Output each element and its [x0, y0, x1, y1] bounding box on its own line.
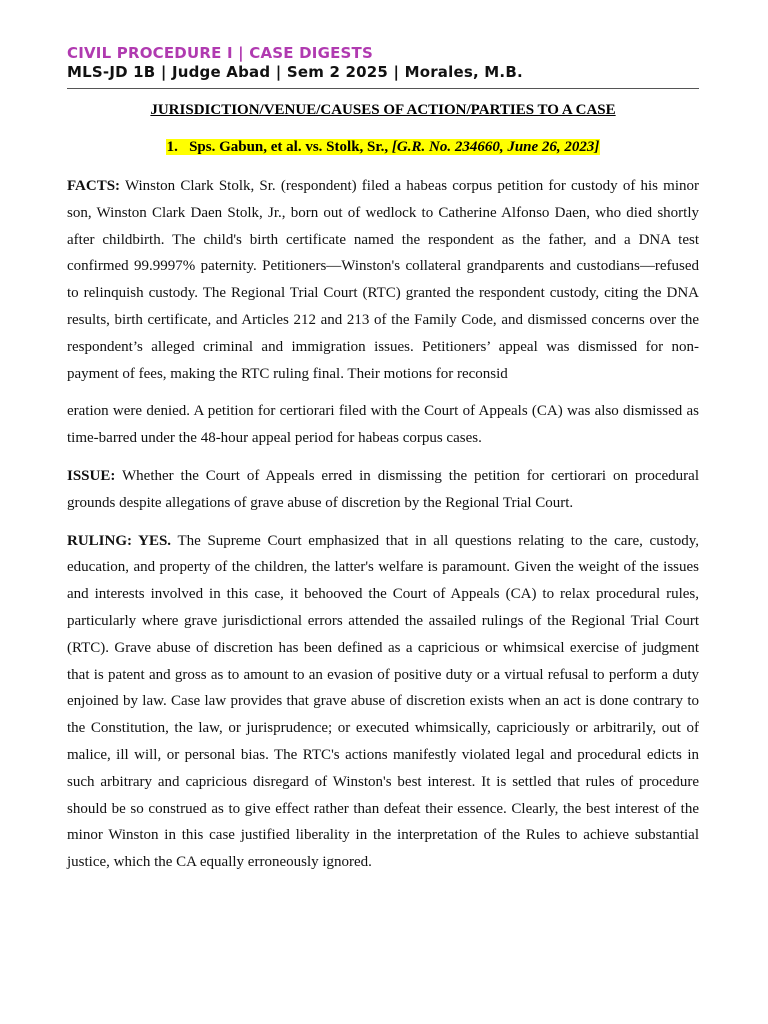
- facts-continuation: eration were denied. A petition for certiorari filed with the Court of Appeals (CA) was also dismissed as time-barred under the 48-hour appeal period for habeas corpus cases.: [67, 403, 699, 447]
- case-title-highlight: [166, 139, 601, 155]
- section-heading: JURISDICTION/VENUE/CAUSES OF ACTION/PARTIES TO A CASE: [150, 102, 616, 118]
- case-number: 1.: [166, 139, 178, 155]
- case-parties: Sps. Gabun, et al. vs. Stolk, Sr.,: [189, 139, 389, 155]
- document-header-subtitle: MLS-JD 1B | Judge Abad | Sem 2 2025 | Morales, M.B.: [67, 63, 523, 81]
- case-title: [67, 137, 699, 157]
- document-page: [67, 44, 699, 876]
- issue-paragraph: [67, 463, 699, 517]
- facts-paragraph: [67, 173, 699, 387]
- document-header-title: CIVIL PROCEDURE I | CASE DIGESTS: [67, 44, 373, 62]
- ruling-label: RULING: YES.: [67, 532, 172, 549]
- header-divider: [67, 88, 699, 89]
- facts-text: Winston Clark Stolk, Sr. (respondent) filed a habeas corpus petition for custody of his minor son, Winston Clark Daen Stolk, Jr., born out of wedlock to Catherine Alfonso Daen, who died shortly after childbirth. The child's birth certificate named the respondent as the father, and a DNA test confirmed 99.9997% paternity. Petitioners—Winston's collateral grandparents and custodians—refused to relinquish custody. The Regional Trial Court (RTC) granted the respondent custody, citing the DNA results, birth certificate, and Articles 212 and 213 of the Family Code, and dismissed concerns over the respondent’s alleged criminal and immigration issues. Petitioners’ appeal was dismissed for non-payment of fees, making the RTC ruling final. Their motions for reconsid: [67, 178, 699, 382]
- case-citation: [G.R. No. 234660, June 26, 2023]: [391, 139, 600, 155]
- issue-label: ISSUE:: [67, 467, 116, 484]
- issue-text: Whether the Court of Appeals erred in dismissing the petition for certiorari on procedural grounds despite allegations of grave abuse of discretion by the Regional Trial Court.: [67, 467, 700, 511]
- facts-label: FACTS:: [67, 178, 121, 194]
- ruling-text: The Supreme Court emphasized that in all questions relating to the care, custody, education, and property of the children, the latter's welfare is paramount. Given the weight of the issues and interests involved in this case, it behooved the Court of Appeals (CA) to relax procedural rules, particularly where grave jurisdictional errors attended the assailed rulings of the Regional Trial Court (RTC). Grave abuse of discretion has been defined as a capricious or whimsical exercise of judgment that is patent and gross as to amount to an evasion of positive duty or a virtual refusal to perform a duty enjoined by law. Case law provides that grave abuse of discretion exists when an act is done contrary to the Constitution, the law, or jurisprudence; or executed whimsically, capriciously or arbitrarily, out of malice, ill will, or personal bias. The RTC's actions manifestly violated legal and procedural edicts in such arbitrary and capricious disregard of Winston's best interest. It is settled that rules of procedure should be so construed as to give effect rather than defeat their essence. Clearly, the best interest of the minor Winston in this case justified liberality in the interpretation of the Rules to achieve substantial justice, which the CA equally erroneously ignored.: [67, 532, 699, 871]
- ruling-paragraph: [67, 528, 699, 876]
